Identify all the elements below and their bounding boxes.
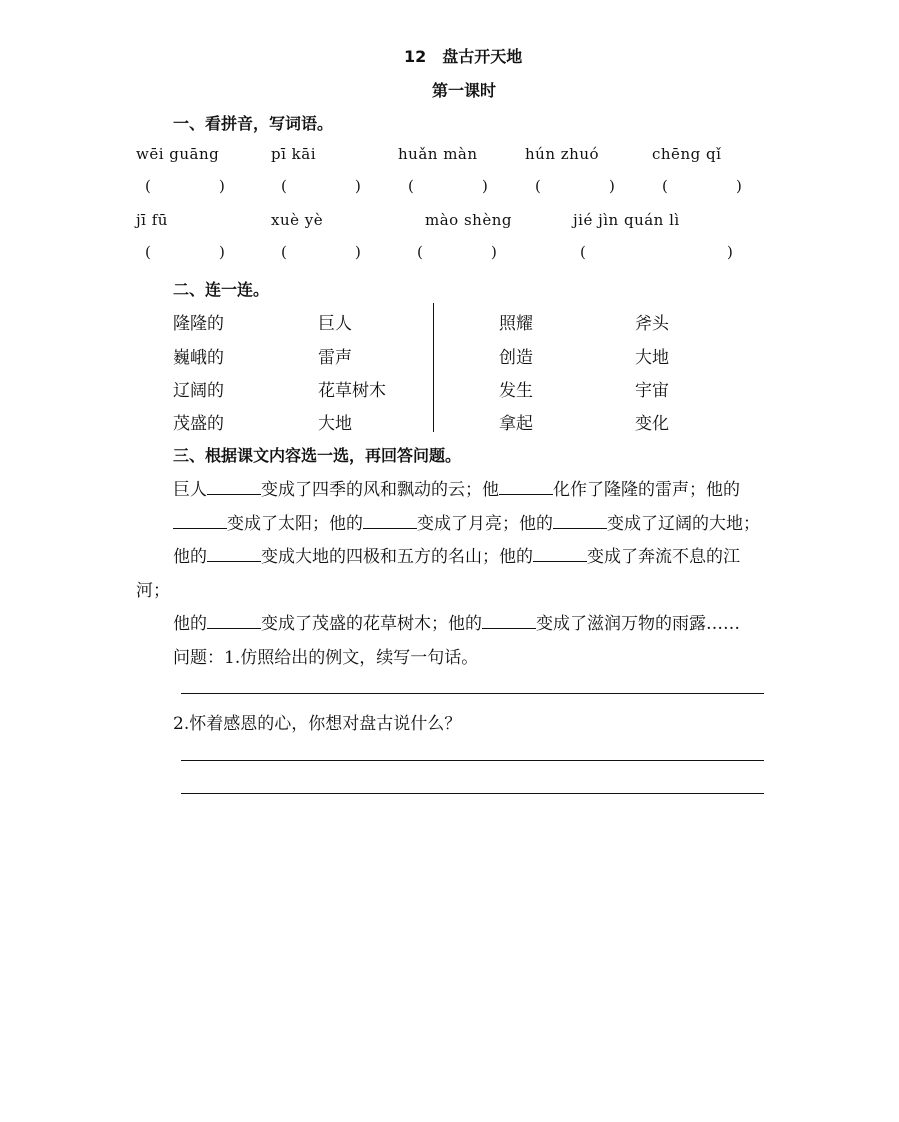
paren-open: ( xyxy=(580,243,586,261)
section2-heading: 二、连一连。 xyxy=(173,280,270,299)
pinyin-item: pī kāi xyxy=(271,145,316,163)
answer-blank[interactable] xyxy=(533,543,587,562)
match-word: 巍峨的 xyxy=(173,348,224,368)
paren-open: ( xyxy=(281,243,287,261)
match-word: 隆隆的 xyxy=(173,314,224,334)
page-title: 12 盘古开天地 xyxy=(404,47,523,66)
match-word: 大地 xyxy=(318,414,352,434)
pinyin-item: chēng qǐ xyxy=(652,145,722,163)
answer-blank[interactable] xyxy=(499,476,553,495)
text-segment: 变成了奔流不息的江 xyxy=(587,547,740,567)
match-word: 斧头 xyxy=(635,314,669,334)
text-segment: 他的 xyxy=(173,614,207,634)
text-segment: 变成了太阳；他的 xyxy=(227,514,363,534)
answer-blank[interactable] xyxy=(173,510,227,529)
match-word: 花草树木 xyxy=(318,381,386,401)
match-word: 创造 xyxy=(499,348,533,368)
paren-close: ) xyxy=(482,177,488,195)
paren-close: ) xyxy=(736,177,742,195)
page-subtitle: 第一课时 xyxy=(432,81,497,100)
paren-open: ( xyxy=(417,243,423,261)
fill-blank-line-4: 河； xyxy=(136,581,170,601)
answer-blank[interactable] xyxy=(207,610,261,629)
paren-open: ( xyxy=(145,177,151,195)
text-segment: 化作了隆隆的雷声；他的 xyxy=(553,480,740,500)
fill-blank-line-5 xyxy=(173,609,740,634)
match-word: 大地 xyxy=(635,348,669,368)
answer-blank[interactable] xyxy=(482,610,536,629)
fill-blank-line-3 xyxy=(173,542,740,567)
text-segment: 变成了滋润万物的雨露…… xyxy=(536,614,740,634)
answer-blank[interactable] xyxy=(207,476,261,495)
match-word: 变化 xyxy=(635,414,669,434)
paren-close: ) xyxy=(609,177,615,195)
text-segment: 巨人 xyxy=(173,480,207,500)
paren-close: ) xyxy=(491,243,497,261)
match-word: 茂盛的 xyxy=(173,414,224,434)
paren-open: ( xyxy=(662,177,668,195)
section3-heading: 三、根据课文内容选一选，再回答问题。 xyxy=(173,446,462,465)
pinyin-item: jī fū xyxy=(136,211,168,229)
match-word: 雷声 xyxy=(318,348,352,368)
text-segment: 变成了四季的风和飘动的云；他 xyxy=(261,480,499,500)
fill-blank-line-1 xyxy=(173,475,740,500)
fill-blank-line-2 xyxy=(173,509,760,534)
text-segment: 他的 xyxy=(173,547,207,567)
match-word: 巨人 xyxy=(318,314,352,334)
paren-close: ) xyxy=(727,243,733,261)
question-1: 问题：1.仿照给出的例文，续写一句话。 xyxy=(173,648,479,668)
pinyin-item: wēi guāng xyxy=(136,145,220,163)
pinyin-item: hún zhuó xyxy=(525,145,600,163)
paren-open: ( xyxy=(145,243,151,261)
paren-close: ) xyxy=(219,177,225,195)
match-word: 宇宙 xyxy=(635,381,669,401)
answer-blank[interactable] xyxy=(363,510,417,529)
paren-close: ) xyxy=(355,177,361,195)
text-segment: 变成了茂盛的花草树木；他的 xyxy=(261,614,482,634)
section1-heading: 一、看拼音，写词语。 xyxy=(173,114,334,133)
answer-blank[interactable] xyxy=(553,510,607,529)
pinyin-item: xuè yè xyxy=(271,211,324,229)
match-word: 发生 xyxy=(499,381,533,401)
match-word: 辽阔的 xyxy=(173,381,224,401)
answer-line[interactable] xyxy=(181,760,764,761)
text-segment: 变成了月亮；他的 xyxy=(417,514,553,534)
paren-close: ) xyxy=(219,243,225,261)
answer-line[interactable] xyxy=(181,693,764,694)
match-divider xyxy=(433,303,434,432)
answer-blank[interactable] xyxy=(207,543,261,562)
paren-open: ( xyxy=(408,177,414,195)
paren-open: ( xyxy=(535,177,541,195)
match-word: 照耀 xyxy=(499,314,533,334)
text-segment: 变成大地的四极和五方的名山；他的 xyxy=(261,547,533,567)
match-word: 拿起 xyxy=(499,414,533,434)
pinyin-item: mào shèng xyxy=(425,211,512,229)
pinyin-item: jié jìn quán lì xyxy=(573,211,680,229)
pinyin-item: huǎn màn xyxy=(398,145,478,163)
paren-open: ( xyxy=(281,177,287,195)
answer-line[interactable] xyxy=(181,793,764,794)
text-segment: 变成了辽阔的大地； xyxy=(607,514,760,534)
question-2: 2.怀着感恩的心，你想对盘古说什么？ xyxy=(173,714,462,734)
paren-close: ) xyxy=(355,243,361,261)
